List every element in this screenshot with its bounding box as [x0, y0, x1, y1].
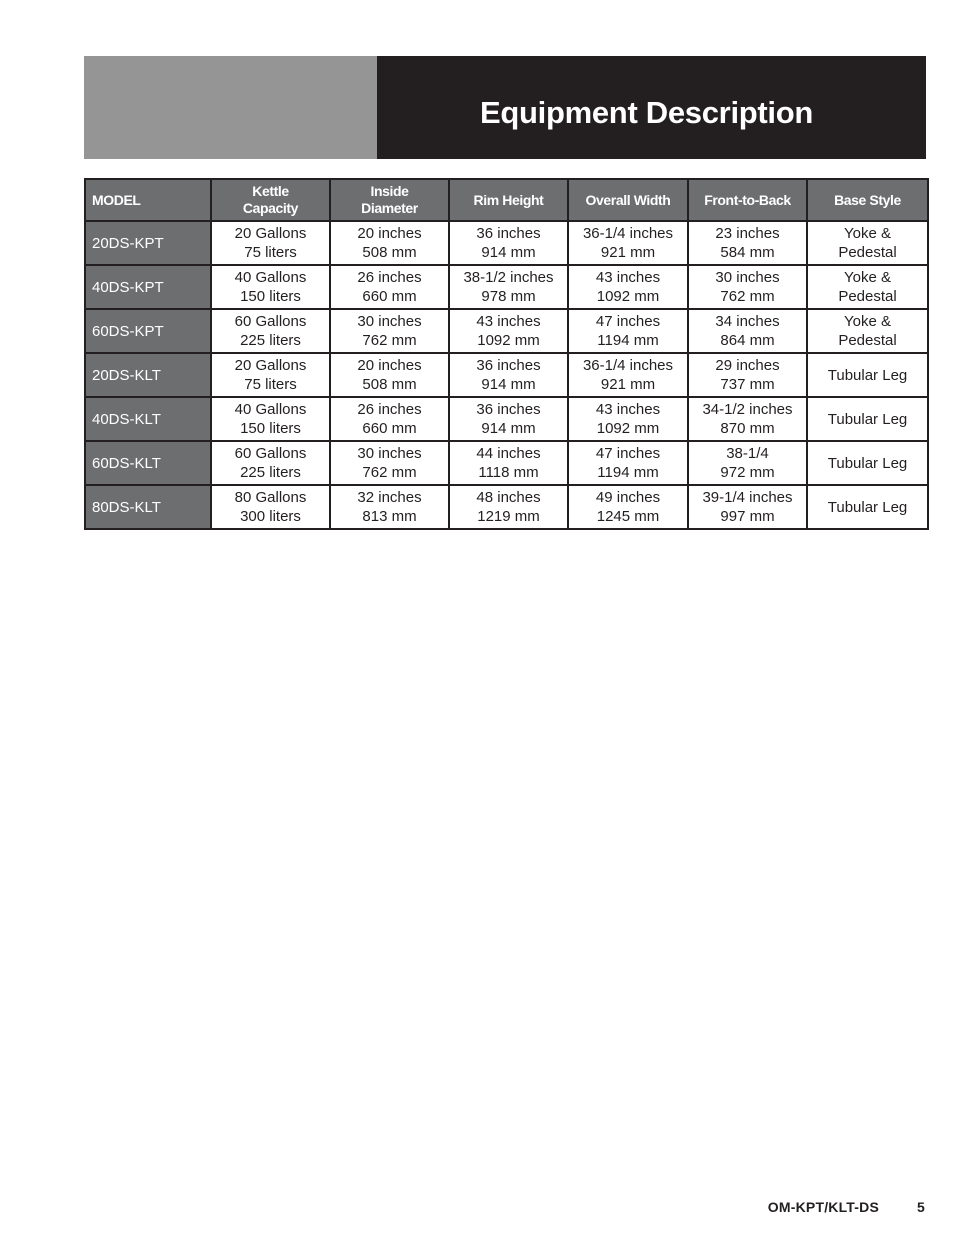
cell-text: 60 Gallons: [234, 313, 307, 330]
column-header-base-style: [807, 179, 928, 221]
width-cell: [568, 397, 688, 441]
cell-text: 914 mm: [481, 420, 536, 437]
capacity-cell: [211, 309, 330, 353]
cell-text: 40 Gallons: [234, 269, 307, 286]
width-cell: [568, 441, 688, 485]
column-header-front-to-back: [688, 179, 807, 221]
header-dark-band: [377, 56, 926, 159]
cell-text: 762 mm: [362, 464, 417, 481]
cell-text: 300 liters: [240, 508, 301, 525]
cell-text: 32 inches: [357, 489, 422, 506]
cell-text: Pedestal: [838, 288, 897, 305]
diameter-cell: [330, 397, 449, 441]
front-cell: [688, 441, 807, 485]
base-cell: [807, 353, 928, 397]
diameter-cell: [330, 353, 449, 397]
table-row: [85, 309, 928, 353]
base-cell: [807, 265, 928, 309]
cell-text: 225 liters: [240, 464, 301, 481]
page-footer: [768, 1199, 925, 1215]
cell-text: 29 inches: [715, 357, 780, 374]
cell-text: 1219 mm: [477, 508, 540, 525]
cell-text: 48 inches: [476, 489, 541, 506]
cell-text: 34 inches: [715, 313, 780, 330]
rim-cell: [449, 309, 568, 353]
table-row: [85, 353, 928, 397]
model-cell: 60DS-KLT: [85, 441, 211, 485]
cell-text: 737 mm: [720, 376, 775, 393]
cell-text: 44 inches: [476, 445, 541, 462]
cell-text: 36 inches: [476, 357, 541, 374]
cell-text: 40 Gallons: [234, 401, 307, 418]
cell-text: 762 mm: [362, 332, 417, 349]
cell-text: 921 mm: [600, 244, 656, 261]
cell-text: 30 inches: [715, 269, 780, 286]
capacity-cell: [211, 397, 330, 441]
column-header-text: Overall Width: [585, 191, 671, 208]
cell-text: 36 inches: [476, 401, 541, 418]
cell-text: 225 liters: [240, 332, 301, 349]
cell-text: 870 mm: [720, 420, 775, 437]
cell-text: 80 Gallons: [234, 489, 307, 506]
cell-text: 26 inches: [357, 401, 422, 418]
cell-text: 972 mm: [720, 464, 775, 481]
front-cell: [688, 353, 807, 397]
cell-text: Tubular Leg: [827, 498, 908, 516]
cell-text: 1092 mm: [596, 288, 660, 305]
front-cell: [688, 485, 807, 529]
cell-text: 36 inches: [476, 225, 541, 242]
column-header-text: Kettle: [252, 183, 289, 199]
front-cell: [688, 265, 807, 309]
cell-text: Pedestal: [838, 244, 897, 261]
cell-text: Yoke &: [844, 225, 891, 242]
cell-text: 762 mm: [720, 288, 775, 305]
rim-cell: [449, 485, 568, 529]
cell-text: 20 Gallons: [234, 225, 307, 242]
document-code: OM-KPT/KLT-DS: [767, 1199, 879, 1215]
rim-cell: [449, 441, 568, 485]
column-header-text: Diameter: [361, 200, 418, 216]
column-header-text: Inside: [370, 183, 409, 199]
table-row: [85, 221, 928, 265]
column-header-text: Rim Height: [473, 191, 544, 208]
cell-text: 584 mm: [720, 244, 775, 261]
cell-text: 508 mm: [362, 376, 417, 393]
front-cell: [688, 309, 807, 353]
width-cell: [568, 309, 688, 353]
cell-text: 508 mm: [362, 244, 417, 261]
column-header-model: [85, 179, 211, 221]
cell-text: 1194 mm: [597, 332, 659, 349]
cell-text: 34-1/2 inches: [702, 401, 793, 418]
cell-text: 60 Gallons: [234, 445, 307, 462]
cell-text: 23 inches: [715, 225, 780, 242]
column-header-kettle-capacity: [211, 179, 330, 221]
cell-text: 978 mm: [481, 288, 536, 305]
column-header-rim-height: [449, 179, 568, 221]
column-header-text: Base Style: [834, 191, 901, 208]
page-header: [84, 56, 926, 159]
table-row: [85, 397, 928, 441]
rim-cell: [449, 353, 568, 397]
page-number: 5: [917, 1199, 925, 1215]
diameter-cell: [330, 441, 449, 485]
rim-cell: [449, 397, 568, 441]
diameter-cell: [330, 265, 449, 309]
cell-text: 38-1/2 inches: [463, 269, 554, 286]
cell-text: 43 inches: [595, 269, 661, 286]
model-cell: 20DS-KLT: [85, 353, 211, 397]
diameter-cell: [330, 485, 449, 529]
width-cell: [568, 485, 688, 529]
diameter-cell: [330, 221, 449, 265]
model-cell: 40DS-KLT: [85, 397, 211, 441]
cell-text: 1118 mm: [478, 464, 539, 481]
cell-text: 49 inches: [595, 489, 661, 506]
base-cell: [807, 221, 928, 265]
model-cell: 20DS-KPT: [85, 221, 211, 265]
cell-text: 660 mm: [362, 288, 417, 305]
width-cell: [568, 353, 688, 397]
table-row: [85, 441, 928, 485]
cell-text: Tubular Leg: [827, 410, 908, 428]
rim-cell: [449, 265, 568, 309]
table-row: [85, 265, 928, 309]
cell-text: Yoke &: [844, 269, 891, 286]
cell-text: 47 inches: [595, 313, 661, 330]
cell-text: 43 inches: [595, 401, 661, 418]
column-header-text: MODEL: [92, 191, 141, 208]
column-header-text: Capacity: [242, 200, 299, 216]
cell-text: Pedestal: [838, 332, 897, 349]
cell-text: 47 inches: [595, 445, 661, 462]
cell-text: 20 Gallons: [234, 357, 307, 374]
cell-text: 921 mm: [600, 376, 656, 393]
base-cell: [807, 441, 928, 485]
cell-text: Tubular Leg: [827, 366, 908, 384]
cell-text: 660 mm: [362, 420, 417, 437]
cell-text: 38-1/4: [726, 445, 769, 462]
column-header-overall-width: [568, 179, 688, 221]
column-header-inside-diameter: [330, 179, 449, 221]
cell-text: Tubular Leg: [827, 454, 908, 472]
cell-text: 1245 mm: [596, 508, 660, 525]
front-cell: [688, 397, 807, 441]
cell-text: Yoke &: [844, 313, 891, 330]
table-header-row: [85, 179, 928, 221]
width-cell: [568, 265, 688, 309]
base-cell: [807, 485, 928, 529]
width-cell: [568, 221, 688, 265]
capacity-cell: [211, 221, 330, 265]
cell-text: 813 mm: [362, 508, 417, 525]
cell-text: 914 mm: [481, 244, 536, 261]
column-header-text: Front-to-Back: [704, 191, 791, 208]
cell-text: 914 mm: [481, 376, 536, 393]
cell-text: 864 mm: [720, 332, 775, 349]
cell-text: 150 liters: [240, 288, 301, 305]
cell-text: 1092 mm: [596, 420, 660, 437]
table-body: [85, 221, 928, 529]
cell-text: 36-1/4 inches: [582, 357, 674, 374]
page-title: Equipment Description: [480, 95, 814, 130]
cell-text: 20 inches: [357, 225, 422, 242]
capacity-cell: [211, 485, 330, 529]
cell-text: 39-1/4 inches: [702, 489, 793, 506]
rim-cell: [449, 221, 568, 265]
cell-text: 150 liters: [240, 420, 301, 437]
header-gray-band: [84, 56, 377, 159]
capacity-cell: [211, 265, 330, 309]
cell-text: 30 inches: [357, 445, 422, 462]
model-cell: 60DS-KPT: [85, 309, 211, 353]
cell-text: 1092 mm: [477, 332, 540, 349]
cell-text: 26 inches: [357, 269, 422, 286]
cell-text: 1194 mm: [597, 464, 659, 481]
capacity-cell: [211, 441, 330, 485]
cell-text: 997 mm: [720, 508, 775, 525]
cell-text: 36-1/4 inches: [582, 225, 674, 242]
cell-text: 20 inches: [357, 357, 422, 374]
front-cell: [688, 221, 807, 265]
diameter-cell: [330, 309, 449, 353]
cell-text: 75 liters: [244, 376, 297, 393]
cell-text: 75 liters: [244, 244, 297, 261]
equipment-spec-table: [84, 178, 929, 530]
base-cell: [807, 397, 928, 441]
cell-text: 43 inches: [476, 313, 541, 330]
table-row: [85, 485, 928, 529]
base-cell: [807, 309, 928, 353]
model-cell: 80DS-KLT: [85, 485, 211, 529]
cell-text: 30 inches: [357, 313, 422, 330]
capacity-cell: [211, 353, 330, 397]
model-cell: 40DS-KPT: [85, 265, 211, 309]
